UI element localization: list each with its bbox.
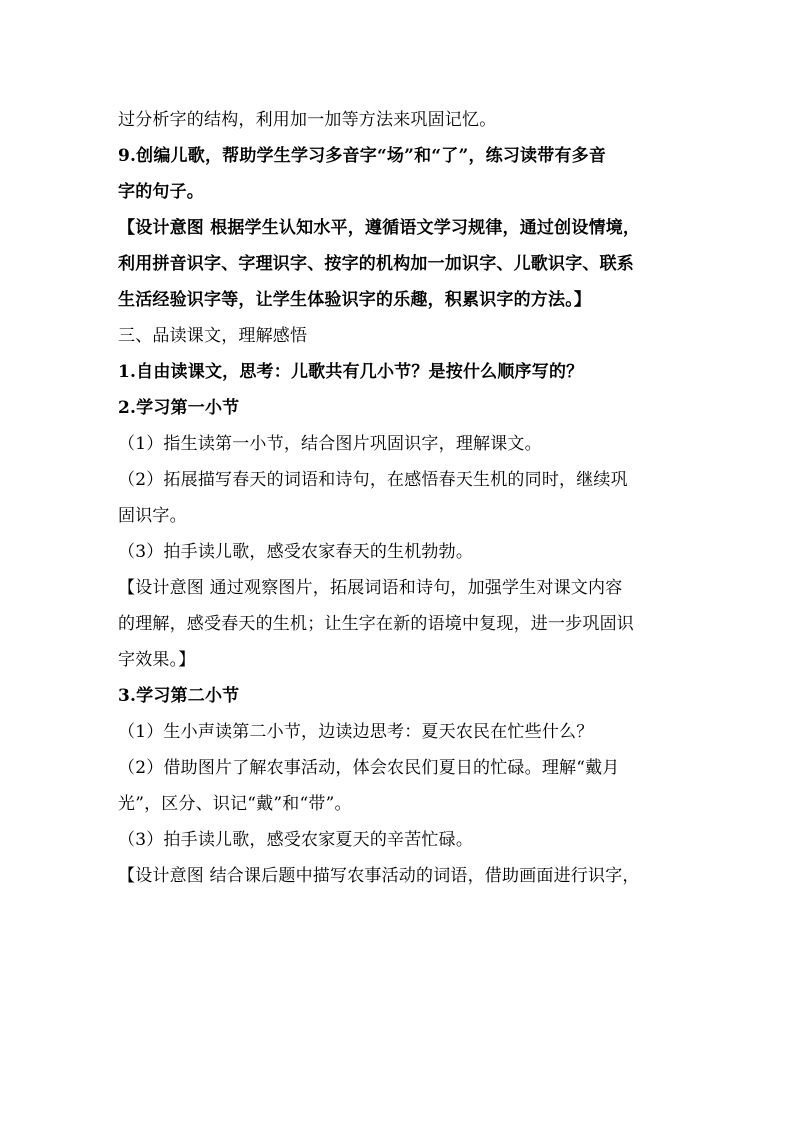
design-intent-line: 【设计意图 结合课后题中描写农事活动的词语，借助画面进行识字，	[118, 866, 640, 886]
text-line: （1）生小声读第二小节，边读边思考：夏天农民在忙些什么？	[118, 722, 594, 742]
text-line: 1.自由读课文，思考：儿歌共有几小节？是按什么顺序写的？	[118, 362, 584, 382]
text-line: 过分析字的结构，利用加一加等方法来巩固记忆。	[118, 110, 497, 130]
text-line: 字效果。】	[118, 650, 196, 670]
text-line: 光”，区分、识记“戴”和“带”。	[118, 794, 352, 814]
subsection-heading: 3.学习第二小节	[118, 686, 240, 706]
text-line: 字的句子。	[118, 182, 204, 202]
text-line: 9.创编儿歌，帮助学生学习多音字“场”和“了”，练习读带有多音	[118, 146, 607, 166]
document-body	[118, 102, 678, 894]
text-line: （2）拓展描写春天的词语和诗句，在感悟春天生机的同时，继续巩	[118, 470, 628, 490]
text-line: （3）拍手读儿歌，感受农家夏天的辛苦忙碌。	[118, 830, 474, 850]
text-line: 利用拼音识字、字理识字、按字的机构加一加识字、儿歌识字、联系	[118, 254, 634, 274]
subsection-heading: 2.学习第一小节	[118, 398, 240, 418]
text-line: 的理解，感受春天的生机；让生字在新的语境中复现，进一步巩固识	[118, 614, 634, 634]
text-line: （1）指生读第一小节，结合图片巩固识字，理解课文。	[118, 434, 542, 454]
text-line: （3）拍手读儿歌，感受农家春天的生机勃勃。	[118, 542, 474, 562]
text-line: 生活经验识字等，让学生体验识字的乐趣，积累识字的方法。】	[118, 290, 592, 310]
text-line: （2）借助图片了解农事活动，体会农民们夏日的忙碌。理解“戴月	[118, 758, 620, 778]
design-intent-line: 【设计意图 根据学生认知水平，遵循语文学习规律，通过创设情境，	[118, 218, 641, 238]
text-line: 固识字。	[118, 506, 187, 526]
section-heading: 三、品读课文，理解感悟	[118, 326, 308, 346]
design-intent-line: 【设计意图 通过观察图片，拓展词语和诗句，加强学生对课文内容	[118, 578, 623, 598]
